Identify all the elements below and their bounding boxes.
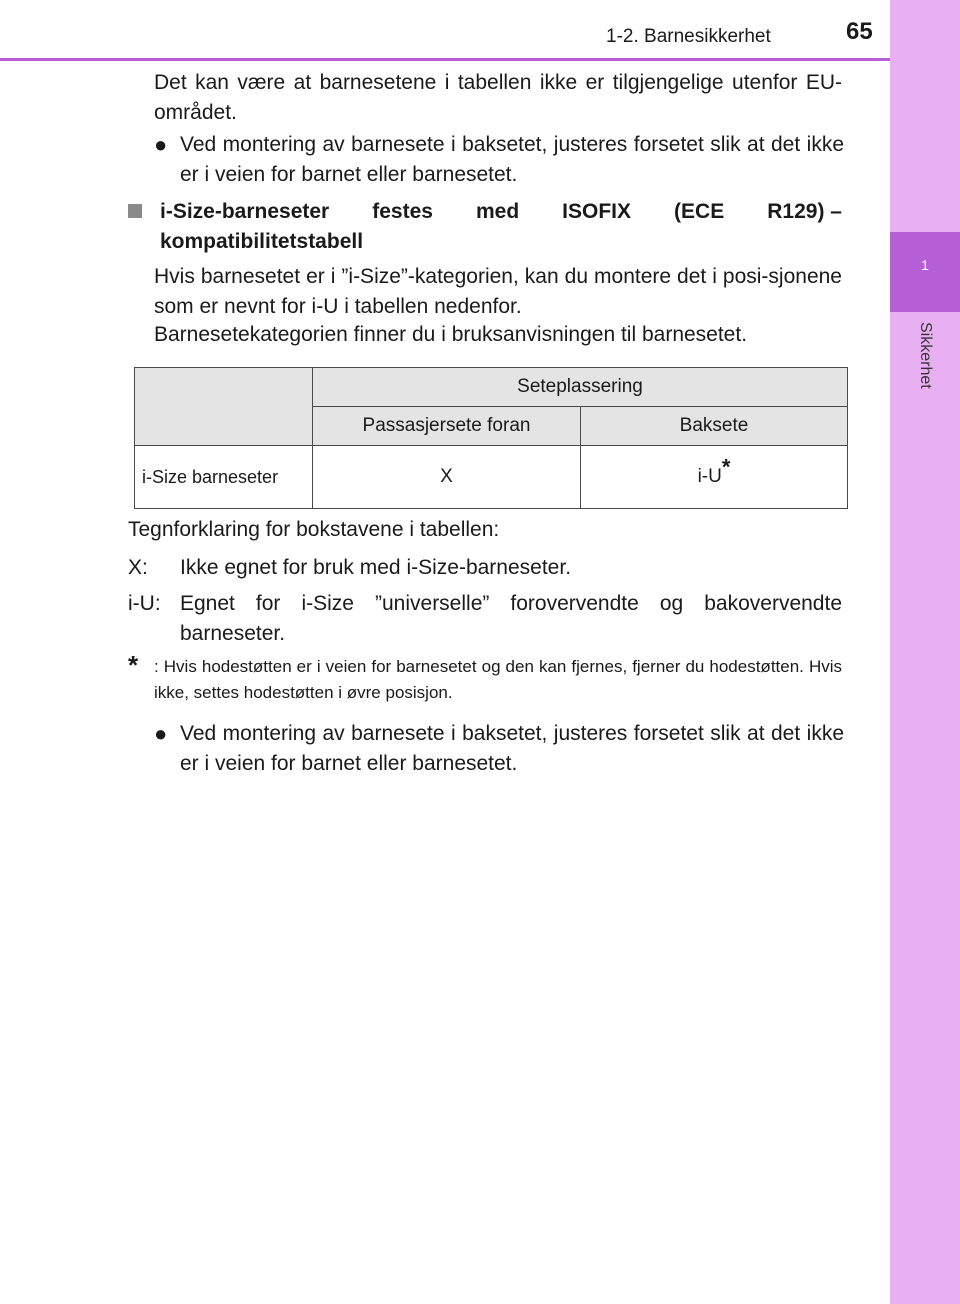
chapter-tab[interactable] [890,232,960,312]
compatibility-table [134,367,848,509]
heading-word: med [475,200,520,223]
front-seat-value: X [313,446,581,509]
bullet-dot-icon: ● [154,132,168,157]
bullet-item [154,130,844,190]
heading-word: R129) – [767,200,842,223]
bullet-dot-icon: ● [154,721,168,746]
heading-word: ISOFIX [562,200,632,223]
legend-item [128,553,842,583]
table-header-row [135,368,848,407]
bullet-item [154,719,844,779]
bullet-text: Ved montering av barnesete i baksetet, justeres forsetet slik at det ikke er i veien for barnet eller barnesetet. [180,133,844,186]
chapter-sidebar [890,0,960,1304]
chapter-name: Sikkerhet [917,322,934,389]
page-header [0,0,890,60]
heading-line-2: kompatibilitetstabell [160,230,364,253]
header-rule [0,58,890,61]
table-row [135,446,848,509]
footnote-marker: * [721,454,731,480]
footnote-star: * [128,650,139,680]
footnote [128,650,842,706]
seat-position-header: Seteplassering [313,368,848,407]
chapter-number: 1 [921,257,929,273]
heading-word: i-Size-barneseter [160,200,330,223]
rear-seat-value: i-U [697,466,722,487]
rear-seat-cell [581,446,848,509]
legend-text: Egnet for i-Size ”universelle” forovervendte og bakovervendte barneseter. [180,592,842,645]
bullet-text: Ved montering av barnesete i baksetet, justeres forsetet slik at det ikke er i veien for barnet eller barnesetet. [180,722,844,775]
isize-paragraph: Hvis barnesetet er i ”i-Size”-kategorien, kan du montere det i posi-sjonene som er nevnt for i-U i tabellen nedenfor. [154,265,842,318]
legend-text: Ikke egnet for bruk med i-Size-barneseter. [180,556,572,579]
legend-key: X: [128,556,148,579]
table-corner-cell [135,368,313,446]
legend-item [128,589,842,649]
front-seat-header: Passasjersete foran [313,407,581,446]
row-label: i-Size barneseter [135,446,313,509]
manual-paragraph: Barnesetekategorien finner du i bruksanvisningen til barnesetet. [154,323,748,346]
legend-title: Tegnforklaring for bokstavene i tabellen: [128,518,500,541]
intro-paragraph: Det kan være at barnesetene i tabellen ikke er tilgjengelige utenfor EU-området. [154,71,842,124]
square-bullet-icon [128,204,142,218]
heading-line-1 [160,197,842,227]
section-title: 1-2. Barnesikkerhet [606,26,771,47]
heading-word: festes [372,200,433,223]
footnote-text: : Hvis hodestøtten er i veien for barnesetet og den kan fjernes, fjerner du hodestøtten. Hvis ikke, settes hodestøtten i øvre posisjon. [154,657,842,702]
legend-key: i-U: [128,592,161,615]
page-number: 65 [846,18,873,45]
rear-seat-header: Baksete [581,407,848,446]
heading-word: (ECE [674,200,725,223]
